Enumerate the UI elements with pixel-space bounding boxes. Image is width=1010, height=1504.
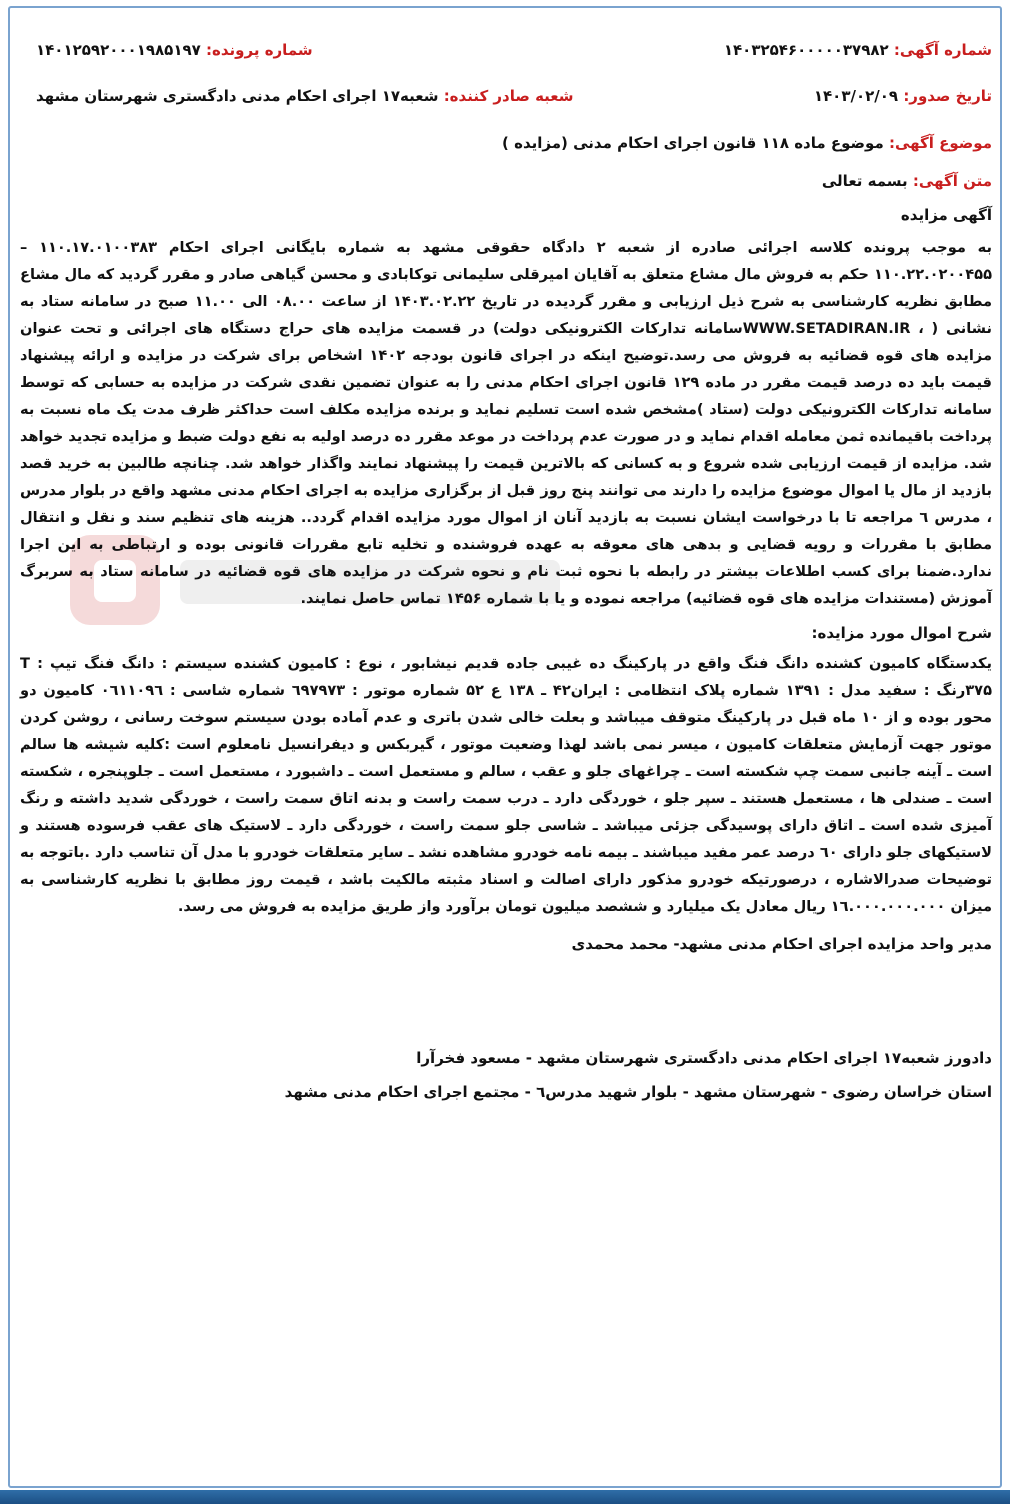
- notice-number-label: شماره آگهی:: [893, 41, 992, 59]
- notice-document: [20, 30, 992, 1101]
- signature: مدیر واحد مزایده اجرای احکام مدنی مشهد- محمد محمدی: [571, 934, 992, 953]
- assets-title: شرح اموال مورد مزایده:: [811, 624, 992, 642]
- header-row-2: [20, 76, 992, 116]
- subject-label: موضوع آگهی:: [888, 134, 992, 152]
- case-number: [36, 41, 313, 59]
- footer-address: استان خراسان رضوی - شهرستان مشهد - بلوار شهید مدرس٦ - مجتمع اجرای احکام مدنی مشهد: [284, 1082, 992, 1101]
- notice-number-value: ۱۴۰۳۲۵۴۶۰۰۰۰۰۳۷۹۸۲: [723, 41, 889, 59]
- text-intro: بسمه تعالی: [821, 172, 908, 190]
- notice-number: [724, 41, 992, 59]
- issuer-value: شعبه۱۷ اجرای احکام مدنی دادگستری شهرستان مشهد: [36, 87, 439, 105]
- subject-value: موضوع ماده ۱۱۸ قانون اجرای احکام مدنی (مزایده ): [502, 134, 884, 152]
- auction-title: آگهی مزایده: [900, 206, 992, 224]
- subject-line: [20, 134, 992, 152]
- case-number-value: ۱۴۰۱۲۵۹۲۰۰۰۱۹۸۵۱۹۷: [36, 41, 201, 59]
- issue-date: [814, 87, 992, 105]
- issuer-label: شعبه صادر کننده:: [443, 87, 574, 105]
- bottom-bar: [0, 1490, 1010, 1504]
- header-row-1: [20, 30, 992, 70]
- case-number-label: شماره پرونده:: [206, 41, 313, 59]
- body-paragraph: به موجب پرونده کلاسه اجرائی صادره از شعبه ۲ دادگاه حقوقی مشهد به شماره بایگانی اجرای احکام ۱۱۰.۱۷.۰۱۰۰۳۸۳ – ۱۱۰.۲۲.۰۲۰۰۴۵۵ حکم به فروش مال مشاع متعلق به آقایان امیرقلی سلیمانی توکابادی و محسن گیاهی صادر و مقرر گردید که مال مشاع مطابق نظریه کارشناسی به شرح ذیل ارزیابی و مقرر گردیده در تاریخ ۱۴۰۳.۰۲.۲۲ از ساعت ۰۸.۰۰ الی ۱۱.۰۰ صبح در سامانه ستاد به نشانی ( ، WWW.SETADIRAN.IRسامانه تدارکات الکترونیکی دولت) در قسمت مزایده های حراج دستگاه های اجرائی و تحت عنوان مزایده های قوه قضائیه به فروش می رسد.توضیح اینکه در اجرای قانون بودجه ۱۴۰۲ اشخاص برای شرکت در مزایده و ارائه پیشنهاد قیمت باید ده درصد قیمت مقرر در ماده ۱۲۹ قانون اجرای احکام مدنی را به عنوان تضمین نقدی شرکت در مزایده به حسابی که توسط سامانه تدارکات الکترونیکی دولت (ستاد )مشخص شده است تسلیم نماید و برنده مزایده مکلف است حداکثر ظرف مدت یک ماه نسبت به پرداخت باقیمانده ثمن معامله اقدام نماید و در صورت عدم پرداخت در موعد مقرر ده درصد اولیه به نفع دولت ضبط و مزایده تجدید خواهد شد. مزایده از قیمت ارزیابی شده شروع و به کسانی که بالاترین قیمت را پیشنهاد نمایند واگذار خواهد شد. چنانچه طالبین به خرید قصد بازدید از مال یا اموال موضوع مزایده را دارند می توانند پنج روز قبل از برگزاری مزایده به اجرای احکام مدنی مشهد واقع در بلوار مدرس ، مدرس ٦ مراجعه تا با درخواست ایشان نسبت به بازدید آنان از اموال مورد مزایده اقدام گردد.. هزینه های تنظیم سند و نقل و انتقال مطابق با مقررات و رویه قضایی و بدهی های معوقه به عهده فروشنده و تخلیه تابع مقررات قانونی بوده و ارتباطی به این اجرا ندارد.ضمنا برای کسب اطلاعات بیشتر در رابطه با نحوه ثبت نام و نحوه شرکت در مزایده های قوه قضائیه در سامانه ستاد به سربرگ آموزش (مستندات مزایده های قوه قضائیه) مراجعه نموده و یا با شماره ۱۴۵۶ تماس حاصل نمایند.: [20, 239, 993, 607]
- text-label: متن آگهی:: [912, 172, 992, 190]
- issue-date-label: تاریخ صدور:: [903, 87, 992, 105]
- issuer: [36, 87, 574, 105]
- text-line: [20, 172, 992, 190]
- assets-paragraph: یکدستگاه کامیون کشنده دانگ فنگ واقع در پارکینگ ده غیبی جاده قدیم نیشابور ، نوع : کامیون کشنده سیستم : دانگ فنگ تیپ : T ۳۷۵رنگ : سفید مدل : ۱۳۹۱ شماره پلاک انتظامی : ایران۴۲ ـ ۱۳۸ ع ۵۲ شماره موتور : ٦۹۷۹۷۳ شماره شاسی : ۰٦۱۱۰۹٦ کامیون دو محور بوده و از ۱۰ ماه قبل در پارکینگ متوقف میباشد و بعلت خالی شدن باتری و عدم آماده بودن سیستم سوخت رسانی ، روشن کردن موتور جهت آزمایش متعلقات کامیون ، میسر نمی باشد لهذا وضعیت موتور ، گیربکس و دیفرانسیل نامعلوم است :کلیه شیشه ها سالم است ـ آینه جانبی سمت چپ شکسته است ـ چراغهای جلو و عقب ، سالم و مستعمل است ـ داشبورد ، مستعمل است ـ جلوپنجره ، شکسته است ـ صندلی ها ، مستعمل هستند ـ سپر جلو ، خوردگی دارد ـ درب سمت راست و بدنه اتاق سمت راست ، خوردگی شدید داشته و رنگ آمیزی شده است ـ اتاق دارای پوسیدگی جزئی میباشد ـ شاسی جلو سمت راست ، خوردگی دارد ـ لاستیک های عقب فرسوده هستند و لاستیکهای جلو دارای ٦۰ درصد عمر مفید میباشند ـ بیمه نامه خودرو مشاهده نشد ـ سایر متعلقات خودرو با مدل آن تناسب دارد .باتوجه به توضیحات صدرالاشاره ، درصورتیکه خودرو مذکور دارای اصالت و اسناد مثبته مالکیت باشد ، قیمت روز مطابق با نظریه کارشناسی به میزان ۱٦.۰۰۰.۰۰۰.۰۰۰ ریال معادل یک میلیارد و ششصد میلیون تومان برآورد واز طریق مزایده به فروش می رسد.: [20, 655, 993, 915]
- footer-judge: دادورز شعبه۱۷ اجرای احکام مدنی دادگستری شهرستان مشهد - مسعود فخرآرا: [416, 1048, 992, 1067]
- issue-date-value: ۱۴۰۳/۰۲/۰۹: [813, 87, 899, 105]
